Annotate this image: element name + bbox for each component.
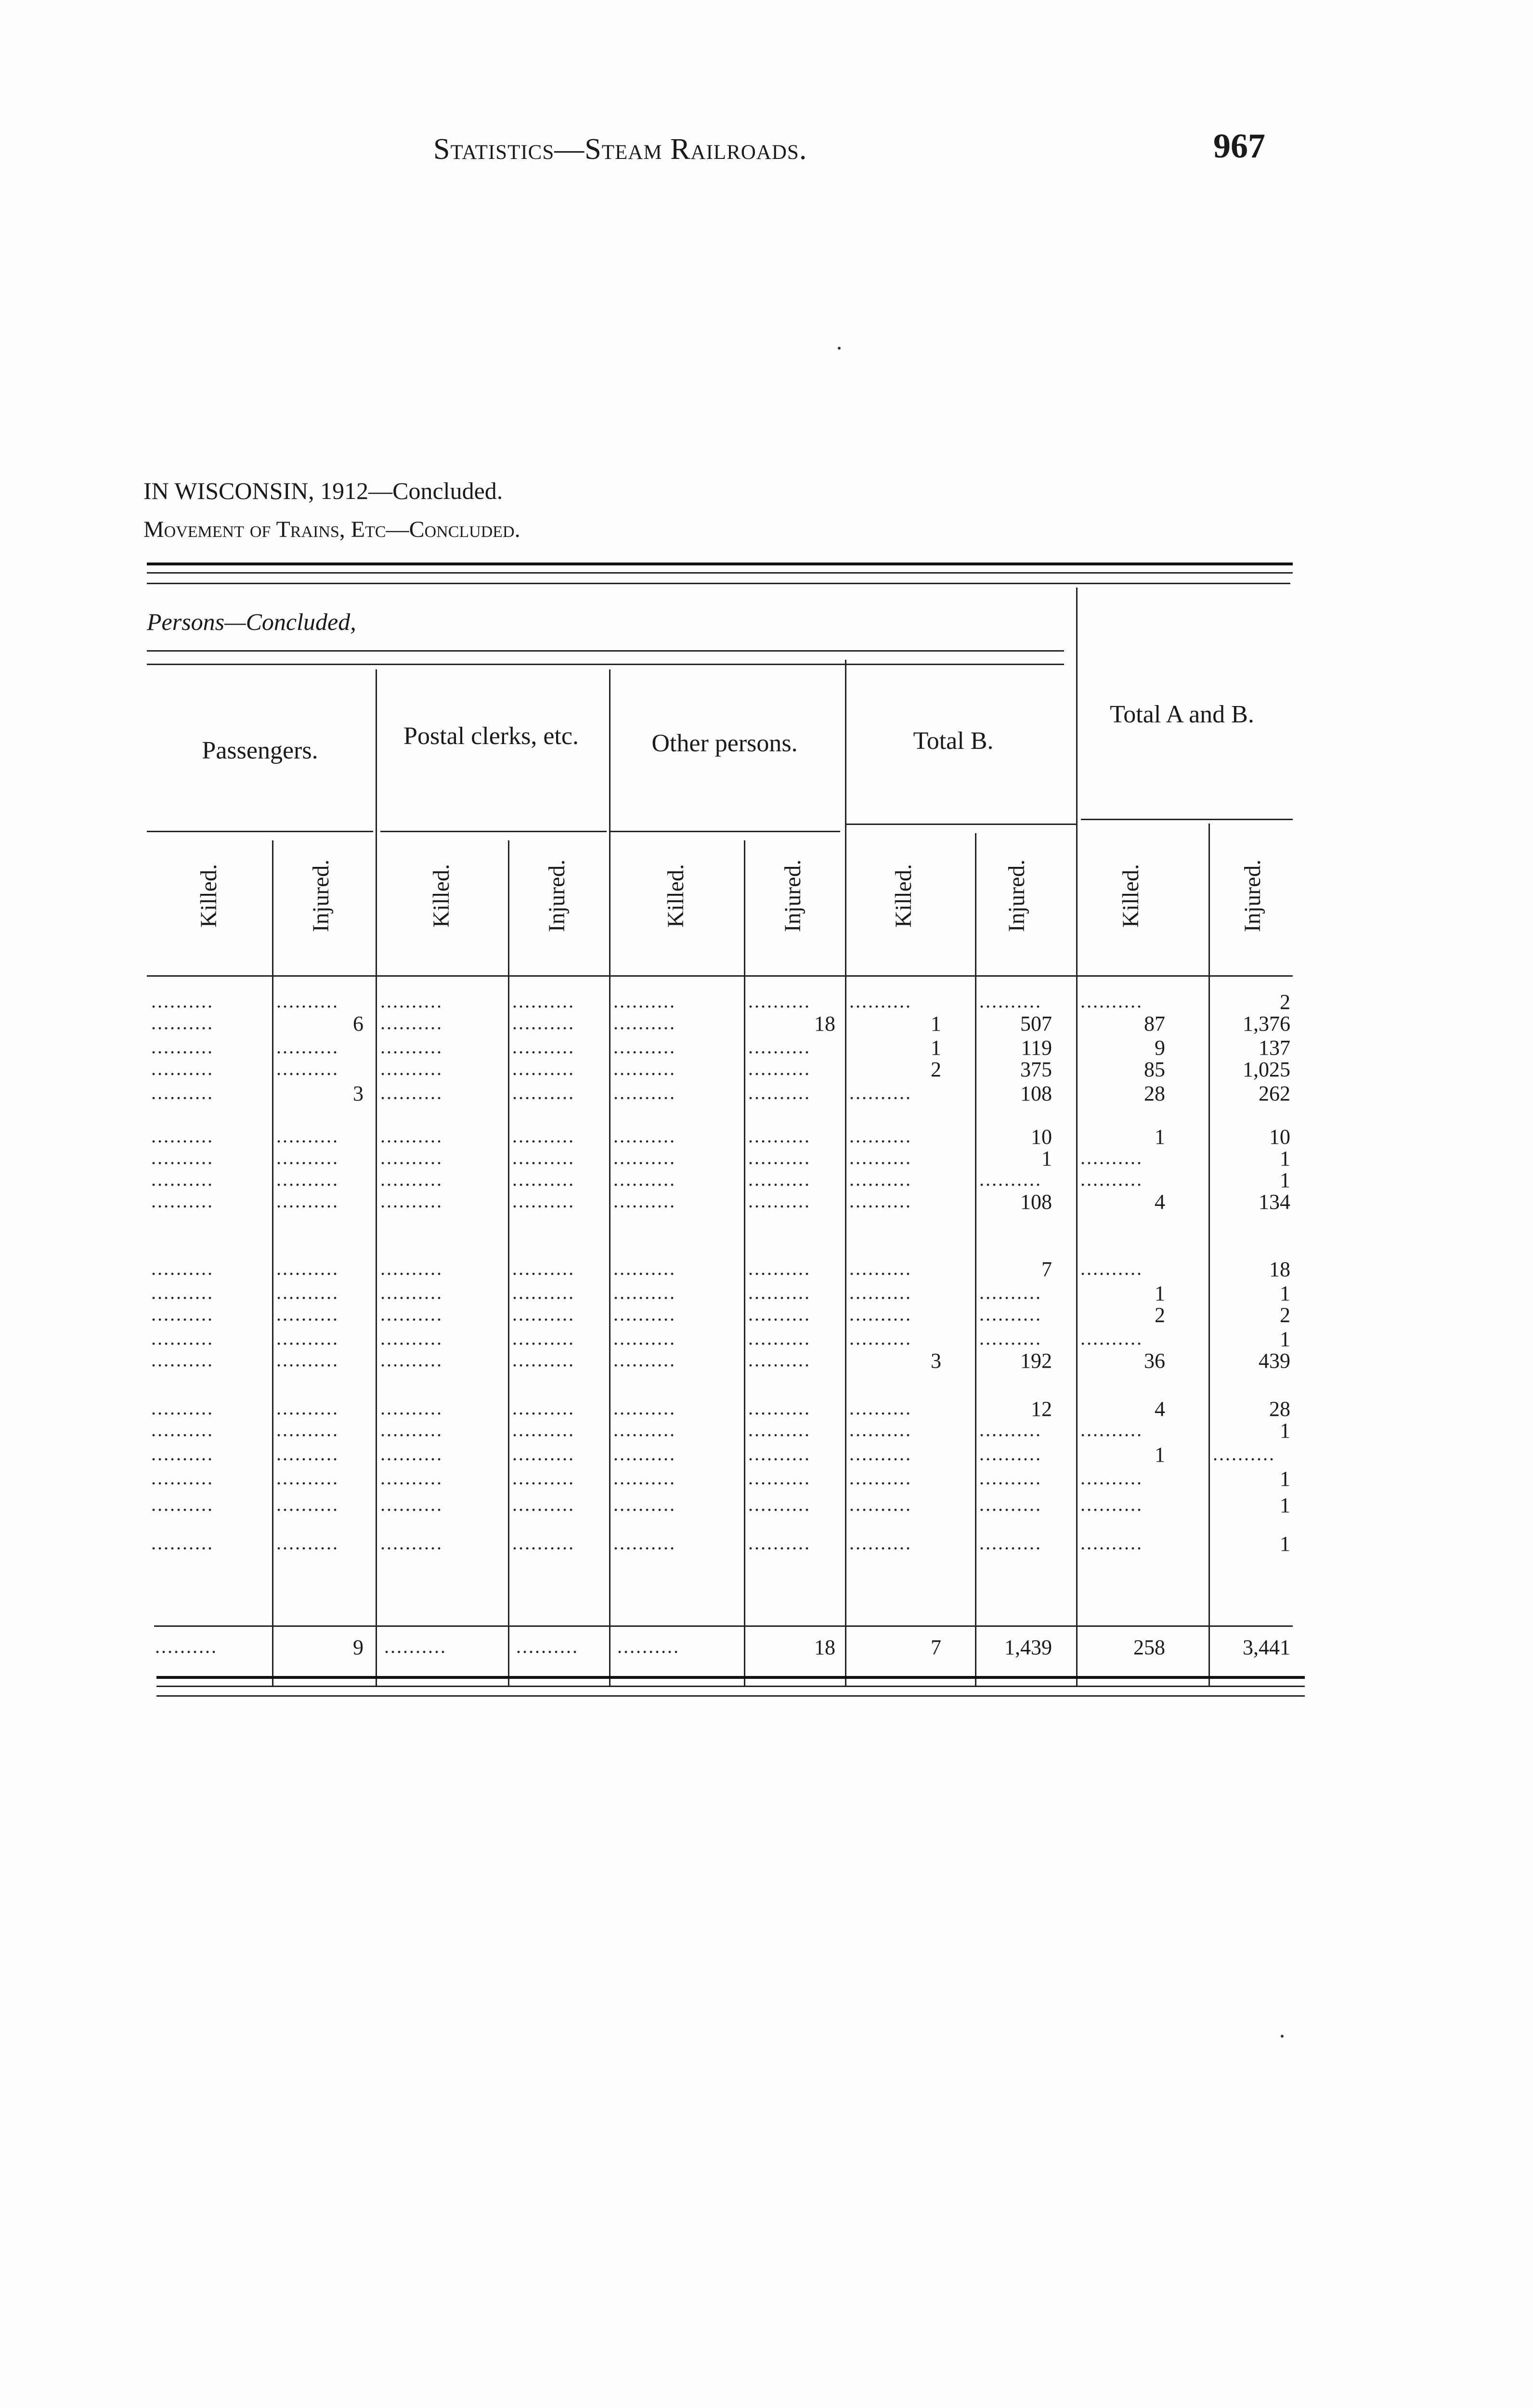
dot-leader: .......... [613,1467,676,1489]
table-cell: 1 [1280,1532,1290,1556]
dot-leader: .......... [512,1257,575,1279]
table-cell: 2 [931,1058,941,1081]
dot-leader: .......... [380,1190,443,1212]
dot-leader: .......... [849,990,912,1012]
dot-leader: .......... [849,1303,912,1325]
dot-leader: .......... [380,1443,443,1465]
section-title: IN WISCONSIN, 1912—Concluded. [143,477,503,504]
bottom-rule [156,1676,1305,1679]
table-cell: 36 [1144,1349,1165,1373]
table-cell: 192 [1020,1349,1052,1373]
subheader-killed: Killed. [890,864,916,928]
dot-leader: .......... [849,1419,912,1440]
dot-leader: .......... [748,1493,811,1515]
dot-leader: .......... [613,1443,676,1465]
dot-leader: .......... [151,1036,214,1058]
dot-leader: .......... [613,1493,676,1515]
table-cell: 28 [1269,1397,1290,1421]
dot-leader: .......... [613,1349,676,1371]
dot-leader: .......... [613,1058,676,1079]
running-title: Statistics—Steam Railroads. [433,133,807,166]
dot-leader: .......... [151,1058,214,1079]
table-cell: 1 [931,1012,941,1035]
table-cell: 439 [1259,1349,1290,1373]
col-line-3 [508,840,509,1686]
dot-leader: .......... [849,1147,912,1168]
dot-leader: .......... [276,1036,339,1058]
dot-leader: .......... [849,1082,912,1103]
dot-leader: .......... [151,1125,214,1147]
group-rule-passengers [147,831,373,832]
dot-leader: .......... [512,1282,575,1303]
subheader-rule [147,975,1293,977]
dot-leader: .......... [849,1168,912,1190]
dot-leader: .......... [748,1327,811,1349]
dot-leader: .......... [151,1282,214,1303]
dot-leader: .......... [276,1168,339,1190]
dot-leader: .......... [613,1082,676,1103]
dot-leader: .......... [1080,1327,1143,1349]
speck-mark [838,347,841,350]
dot-leader: .......... [276,1419,339,1440]
dot-leader: .......... [512,990,575,1012]
dot-leader: .......... [151,1467,214,1489]
col-line-7 [975,833,976,1686]
dot-leader: .......... [979,1282,1042,1303]
table-cell: 262 [1259,1082,1290,1105]
dot-leader: .......... [849,1443,912,1465]
dot-leader: .......... [151,1493,214,1515]
dot-leader: .......... [512,1303,575,1325]
dot-leader: .......... [748,1397,811,1419]
subheader-injured: Injured. [1003,859,1029,932]
table-cell: 108 [1020,1190,1052,1214]
dot-leader: .......... [380,990,443,1012]
dot-leader: .......... [276,1443,339,1465]
table-cell: 1 [1280,1282,1290,1305]
dot-leader: .......... [380,1125,443,1147]
dot-leader: .......... [276,1327,339,1349]
dot-leader: .......... [617,1636,680,1657]
dot-leader: .......... [380,1257,443,1279]
dot-leader: .......... [151,1168,214,1190]
table-cell: 85 [1144,1058,1165,1081]
dot-leader: .......... [748,1443,811,1465]
table-cell: 1 [1280,1147,1290,1170]
dot-leader: .......... [380,1036,443,1058]
bottom-rule-third [156,1695,1305,1697]
total-cell: 18 [814,1636,835,1659]
dot-leader: .......... [849,1282,912,1303]
dot-leader: .......... [512,1467,575,1489]
persons-underline-2 [147,664,1064,665]
table-cell: 18 [1269,1257,1290,1281]
dot-leader: .......... [512,1082,575,1103]
dot-leader: .......... [748,1190,811,1212]
dot-leader: .......... [512,1532,575,1554]
table-cell: 119 [1021,1036,1052,1060]
table-cell: 1 [1280,1168,1290,1192]
group-rule-total-b [845,824,1076,825]
dot-leader: .......... [512,1058,575,1079]
dot-leader: .......... [1080,990,1143,1012]
totals-rule [154,1625,1293,1627]
persons-underline [147,650,1064,652]
dot-leader: .......... [516,1636,579,1657]
total-cell: 1,439 [1004,1636,1052,1659]
dot-leader: .......... [849,1257,912,1279]
col-line-1 [272,840,273,1686]
dot-leader: .......... [151,1257,214,1279]
dot-leader: .......... [849,1327,912,1349]
dot-leader: .......... [748,1282,811,1303]
subheader-injured: Injured. [544,859,570,932]
dot-leader: .......... [276,990,339,1012]
dot-leader: .......... [380,1349,443,1371]
dot-leader: .......... [849,1467,912,1489]
subheader-injured: Injured. [779,859,805,932]
table-cell: 7 [1041,1257,1052,1281]
dot-leader: .......... [1080,1467,1143,1489]
table-cell: 507 [1020,1012,1052,1035]
total-cell: 7 [931,1636,941,1659]
dot-leader: .......... [151,1349,214,1371]
dot-leader: .......... [380,1397,443,1419]
dot-leader: .......... [1080,1493,1143,1515]
dot-leader: .......... [151,990,214,1012]
subheader-injured: Injured. [1239,859,1265,932]
table-cell: 1 [1280,1493,1290,1517]
dot-leader: .......... [748,1419,811,1440]
dot-leader: .......... [276,1349,339,1371]
dot-leader: .......... [748,1168,811,1190]
dot-leader: .......... [380,1058,443,1079]
dot-leader: .......... [384,1636,447,1657]
table-cell: 28 [1144,1082,1165,1105]
subheader-injured: Injured. [308,859,334,932]
dot-leader: .......... [1213,1443,1275,1465]
table-cell: 3 [931,1349,941,1373]
dot-leader: .......... [155,1636,218,1657]
table-cell: 1,376 [1243,1012,1290,1035]
dot-leader: .......... [380,1147,443,1168]
dot-leader: .......... [748,990,811,1012]
dot-leader: .......... [380,1168,443,1190]
speck-mark [1281,2035,1284,2038]
dot-leader: .......... [613,1125,676,1147]
top-rule-third [147,583,1290,584]
subheader-killed: Killed. [1118,864,1143,928]
dot-leader: .......... [512,1493,575,1515]
dot-leader: .......... [979,1303,1042,1325]
dot-leader: .......... [276,1303,339,1325]
table-cell: 3 [353,1082,364,1105]
dot-leader: .......... [613,1147,676,1168]
dot-leader: .......... [748,1036,811,1058]
table-cell: 2 [1280,990,1290,1014]
table-cell: 6 [353,1012,364,1035]
dot-leader: .......... [748,1082,811,1103]
dot-leader: .......... [613,1190,676,1212]
group-header-passengers: Passengers. [202,737,318,764]
dot-leader: .......... [380,1012,443,1034]
dot-leader: .......... [276,1397,339,1419]
dot-leader: .......... [380,1327,443,1349]
dot-leader: .......... [276,1532,339,1554]
dot-leader: .......... [748,1532,811,1554]
group-header-postal-clerks: Postal clerks, etc. [403,722,579,750]
dot-leader: .......... [613,1303,676,1325]
table-cell: 137 [1259,1036,1290,1060]
dot-leader: .......... [512,1147,575,1168]
bottom-rule-inner [156,1686,1305,1687]
table-cell: 375 [1020,1058,1052,1081]
total-cell: 258 [1133,1636,1165,1659]
dot-leader: .......... [849,1532,912,1554]
subheader-killed: Killed. [429,864,454,928]
group-header-other-persons: Other persons. [651,730,798,757]
table-cell: 134 [1259,1190,1290,1214]
dot-leader: .......... [276,1257,339,1279]
dot-leader: .......... [380,1532,443,1554]
dot-leader: .......... [613,1257,676,1279]
dot-leader: .......... [613,1168,676,1190]
dot-leader: .......... [849,1125,912,1147]
table-cell: 1 [1041,1147,1052,1170]
table-cell: 1 [1280,1327,1290,1351]
dot-leader: .......... [979,1168,1042,1190]
dot-leader: .......... [613,1282,676,1303]
dot-leader: .......... [151,1419,214,1440]
table-cell: 10 [1031,1125,1052,1149]
table-cell: 1,025 [1243,1058,1290,1081]
dot-leader: .......... [748,1349,811,1371]
dot-leader: .......... [1080,1168,1143,1190]
dot-leader: .......... [512,1327,575,1349]
table-cell: 1 [1155,1125,1165,1149]
table-cell: 1 [1155,1282,1165,1305]
dot-leader: .......... [512,1036,575,1058]
table-cell: 2 [1280,1303,1290,1327]
dot-leader: .......... [1080,1532,1143,1554]
group-rule-total-ab [1081,819,1293,820]
dot-leader: .......... [380,1282,443,1303]
dot-leader: .......... [512,1419,575,1440]
dot-leader: .......... [380,1303,443,1325]
dot-leader: .......... [748,1257,811,1279]
col-line-4 [609,669,611,1686]
col-line-6 [845,660,846,1686]
dot-leader: .......... [979,1467,1042,1489]
dot-leader: .......... [276,1125,339,1147]
table-cell: 87 [1144,1012,1165,1035]
persons-label: Persons—Concluded, [147,608,356,635]
dot-leader: .......... [979,1327,1042,1349]
dot-leader: .......... [979,1532,1042,1554]
dot-leader: .......... [613,1532,676,1554]
dot-leader: .......... [748,1467,811,1489]
group-rule-postal [380,831,607,832]
total-cell: 9 [353,1636,364,1659]
dot-leader: .......... [512,1397,575,1419]
dot-leader: .......... [151,1012,214,1034]
dot-leader: .......... [151,1190,214,1212]
top-rule [147,563,1293,565]
dot-leader: .......... [380,1419,443,1440]
dot-leader: .......... [151,1303,214,1325]
table-cell: 9 [1155,1036,1165,1060]
dot-leader: .......... [613,1012,676,1034]
table-cell: 1 [1155,1443,1165,1466]
dot-leader: .......... [613,1327,676,1349]
dot-leader: .......... [512,1443,575,1465]
top-rule-inner [147,572,1293,574]
table-cell: 4 [1155,1190,1165,1214]
total-cell: 3,441 [1243,1636,1290,1659]
dot-leader: .......... [613,1397,676,1419]
dot-leader: .......... [512,1349,575,1371]
dot-leader: .......... [276,1147,339,1168]
dot-leader: .......... [151,1532,214,1554]
dot-leader: .......... [512,1168,575,1190]
dot-leader: .......... [748,1058,811,1079]
dot-leader: .......... [748,1125,811,1147]
dot-leader: .......... [613,990,676,1012]
dot-leader: .......... [979,1493,1042,1515]
dot-leader: .......... [613,1036,676,1058]
table-cell: 4 [1155,1397,1165,1421]
table-cell: 108 [1020,1082,1052,1105]
dot-leader: .......... [849,1397,912,1419]
dot-leader: .......... [151,1082,214,1103]
subheader-killed: Killed. [196,864,221,928]
group-header-total-b: Total B. [913,727,994,755]
dot-leader: .......... [276,1282,339,1303]
dot-leader: .......... [276,1058,339,1079]
col-line-9 [1208,824,1210,1686]
dot-leader: .......... [748,1303,811,1325]
dot-leader: .......... [380,1493,443,1515]
table-cell: 1 [931,1036,941,1060]
dot-leader: .......... [979,1443,1042,1465]
dot-leader: .......... [1080,1257,1143,1279]
subheader-killed: Killed. [663,864,689,928]
table-cell: 12 [1031,1397,1052,1421]
table-cell: 1 [1280,1419,1290,1442]
table-cell: 10 [1269,1125,1290,1149]
table-cell: 1 [1280,1467,1290,1491]
table-cell: 2 [1155,1303,1165,1327]
dot-leader: .......... [1080,1419,1143,1440]
table-cell: 18 [814,1012,835,1035]
group-header-total-a-b: Total A and B. [1110,701,1254,728]
dot-leader: .......... [512,1012,575,1034]
dot-leader: .......... [151,1147,214,1168]
col-line-2 [376,669,377,1686]
dot-leader: .......... [849,1190,912,1212]
dot-leader: .......... [380,1082,443,1103]
dot-leader: .......... [1080,1147,1143,1168]
dot-leader: .......... [276,1467,339,1489]
col-line-8 [1076,588,1078,1686]
dot-leader: .......... [276,1190,339,1212]
dot-leader: .......... [979,990,1042,1012]
dot-leader: .......... [849,1493,912,1515]
dot-leader: .......... [979,1419,1042,1440]
dot-leader: .......... [613,1419,676,1440]
dot-leader: .......... [276,1493,339,1515]
page-number: 967 [1213,127,1265,165]
section-subtitle: Movement of Trains, Etc—Concluded. [143,517,520,542]
dot-leader: .......... [151,1443,214,1465]
dot-leader: .......... [151,1397,214,1419]
dot-leader: .......... [512,1190,575,1212]
dot-leader: .......... [380,1467,443,1489]
dot-leader: .......... [748,1147,811,1168]
col-line-5 [744,840,745,1686]
dot-leader: .......... [512,1125,575,1147]
dot-leader: .......... [151,1327,214,1349]
